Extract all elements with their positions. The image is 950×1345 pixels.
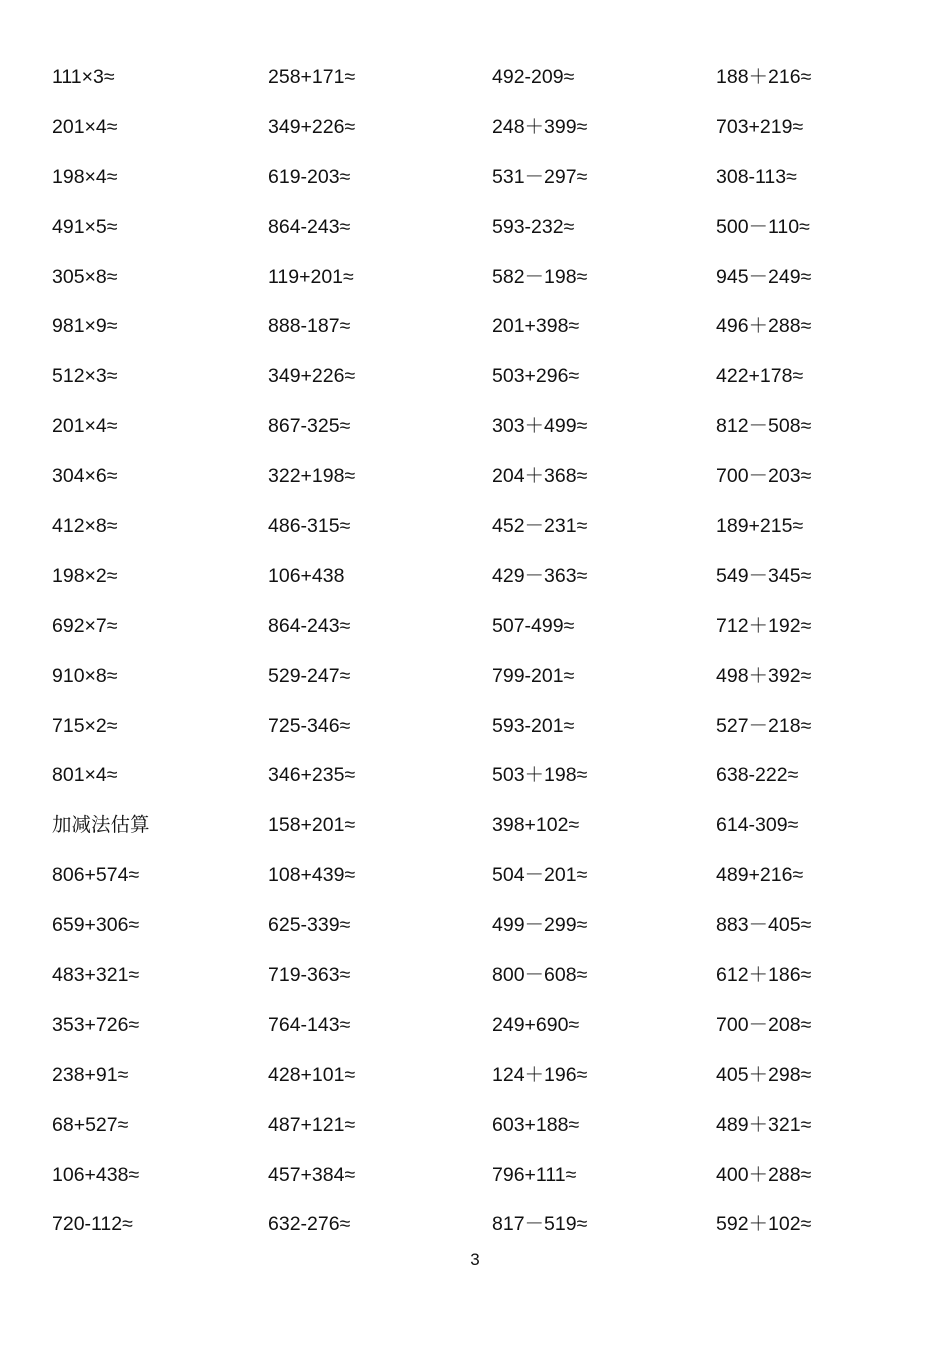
estimation-problem: 429－363≈ (492, 564, 588, 587)
estimation-problem: 201×4≈ (52, 115, 118, 138)
estimation-problem: 503＋198≈ (492, 764, 588, 787)
estimation-problem: 189+215≈ (716, 515, 804, 538)
estimation-problem: 496＋288≈ (716, 315, 812, 338)
estimation-problem: 349+226≈ (268, 365, 356, 388)
estimation-problem: 119+201≈ (268, 265, 354, 288)
estimation-problem: 491×5≈ (52, 215, 118, 238)
estimation-problem: 529-247≈ (268, 664, 351, 687)
estimation-problem: 593-232≈ (492, 215, 575, 238)
estimation-problem: 201×4≈ (52, 415, 118, 438)
estimation-problem: 817－519≈ (492, 1213, 588, 1236)
estimation-problem: 248＋399≈ (492, 115, 588, 138)
estimation-problem: 582－198≈ (492, 265, 588, 288)
worksheet-row (52, 512, 912, 562)
estimation-problem: 492-209≈ (492, 66, 575, 88)
estimation-problem: 249+690≈ (492, 1013, 580, 1036)
estimation-problem: 614-309≈ (716, 814, 799, 837)
worksheet-row (52, 462, 912, 512)
worksheet-row (52, 412, 912, 462)
estimation-problem: 111×3≈ (52, 66, 115, 88)
worksheet-row (52, 861, 912, 911)
estimation-problem: 258+171≈ (268, 66, 356, 88)
worksheet-row (52, 163, 912, 213)
estimation-problem: 499－299≈ (492, 914, 588, 937)
estimation-problem: 720-112≈ (52, 1213, 133, 1236)
estimation-problem: 507-499≈ (492, 614, 575, 637)
estimation-problem: 108+439≈ (268, 864, 356, 887)
worksheet-row (52, 312, 912, 362)
estimation-problem: 400＋288≈ (716, 1163, 812, 1186)
estimation-problem: 452－231≈ (492, 515, 588, 538)
estimation-problem: 457+384≈ (268, 1163, 356, 1186)
estimation-problem: 659+306≈ (52, 914, 140, 937)
estimation-problem: 487+121≈ (268, 1113, 356, 1136)
section-heading: 加减法估算 (52, 814, 150, 837)
estimation-problem: 204＋368≈ (492, 465, 588, 488)
estimation-problem: 883－405≈ (716, 914, 812, 937)
estimation-problem: 812－508≈ (716, 415, 812, 438)
estimation-problem: 692×7≈ (52, 614, 118, 637)
estimation-problem: 322+198≈ (268, 465, 356, 488)
estimation-problem: 500－110≈ (716, 215, 810, 238)
estimation-problem: 412×8≈ (52, 515, 118, 538)
estimation-problem: 603+188≈ (492, 1113, 580, 1136)
estimation-problem: 405＋298≈ (716, 1063, 812, 1086)
worksheet-row (52, 1011, 912, 1061)
worksheet-row (52, 811, 912, 861)
estimation-problem: 486-315≈ (268, 515, 351, 538)
estimation-problem: 346+235≈ (268, 764, 356, 787)
estimation-problem: 700－203≈ (716, 465, 812, 488)
worksheet-row (52, 213, 912, 263)
estimation-problem: 124＋196≈ (492, 1063, 588, 1086)
estimation-problem: 632-276≈ (268, 1213, 351, 1236)
worksheet-row (52, 63, 912, 113)
estimation-problem: 725-346≈ (268, 714, 351, 737)
estimation-problem: 719-363≈ (268, 964, 351, 987)
estimation-problem: 700－208≈ (716, 1013, 812, 1036)
estimation-problem: 703+219≈ (716, 115, 804, 138)
estimation-problem: 764-143≈ (268, 1013, 351, 1036)
estimation-problem: 106+438 (268, 564, 345, 587)
estimation-problem: 201+398≈ (492, 315, 580, 338)
worksheet-row (52, 612, 912, 662)
worksheet-row (52, 961, 912, 1011)
page-number: 3 (470, 1250, 480, 1269)
estimation-problem: 888-187≈ (268, 315, 351, 338)
estimation-problem: 305×8≈ (52, 265, 118, 288)
estimation-problem: 801×4≈ (52, 764, 118, 787)
worksheet-row (52, 113, 912, 163)
estimation-problem: 864-243≈ (268, 614, 351, 637)
estimation-problem: 531－297≈ (492, 165, 588, 188)
estimation-problem: 867-325≈ (268, 415, 351, 438)
estimation-problem: 945－249≈ (716, 265, 812, 288)
estimation-problem: 638-222≈ (716, 764, 799, 787)
estimation-problem: 238+91≈ (52, 1063, 129, 1086)
estimation-problem: 981×9≈ (52, 315, 118, 338)
estimation-problem: 489+216≈ (716, 864, 804, 887)
estimation-problem: 106+438≈ (52, 1163, 140, 1186)
worksheet-row (52, 662, 912, 712)
estimation-problem: 549－345≈ (716, 564, 812, 587)
estimation-problem: 800－608≈ (492, 964, 588, 987)
estimation-problem: 593-201≈ (492, 714, 575, 737)
estimation-problem: 715×2≈ (52, 714, 118, 737)
worksheet-row (52, 761, 912, 811)
estimation-problem: 796+111≈ (492, 1163, 577, 1186)
estimation-problem: 527－218≈ (716, 714, 812, 737)
estimation-problem: 428+101≈ (268, 1063, 356, 1086)
estimation-problem: 799-201≈ (492, 664, 575, 687)
estimation-problem: 303＋499≈ (492, 415, 588, 438)
estimation-problem: 158+201≈ (268, 814, 356, 837)
worksheet-row (52, 1111, 912, 1161)
estimation-problem: 619-203≈ (268, 165, 351, 188)
worksheet-row (52, 263, 912, 313)
estimation-problem: 304×6≈ (52, 465, 118, 488)
estimation-problem: 625-339≈ (268, 914, 351, 937)
estimation-problem: 198×4≈ (52, 165, 118, 188)
estimation-problem: 68+527≈ (52, 1113, 129, 1136)
estimation-problem: 198×2≈ (52, 564, 118, 587)
estimation-problem: 489＋321≈ (716, 1113, 812, 1136)
estimation-problem: 864-243≈ (268, 215, 351, 238)
estimation-problem: 806+574≈ (52, 864, 140, 887)
worksheet-row (52, 562, 912, 612)
estimation-problem: 712＋192≈ (716, 614, 812, 637)
estimation-problem: 504－201≈ (492, 864, 588, 887)
estimation-problem: 349+226≈ (268, 115, 356, 138)
worksheet-row (52, 911, 912, 961)
estimation-problem: 503+296≈ (492, 365, 580, 388)
estimation-problem: 353+726≈ (52, 1013, 140, 1036)
worksheet-row (52, 1061, 912, 1111)
estimation-problem: 422+178≈ (716, 365, 804, 388)
worksheet-row (52, 712, 912, 762)
estimation-problem: 188＋216≈ (716, 66, 812, 88)
worksheet-row (52, 1161, 912, 1211)
estimation-problem: 612＋186≈ (716, 964, 812, 987)
estimation-problem: 910×8≈ (52, 664, 118, 687)
worksheet-row (52, 362, 912, 412)
estimation-problem: 308-113≈ (716, 165, 797, 188)
estimation-problem: 498＋392≈ (716, 664, 812, 687)
estimation-problem: 592＋102≈ (716, 1213, 812, 1236)
estimation-problem: 483+321≈ (52, 964, 140, 987)
estimation-problem: 512×3≈ (52, 365, 118, 388)
estimation-worksheet-grid (52, 63, 912, 1260)
estimation-problem: 398+102≈ (492, 814, 580, 837)
